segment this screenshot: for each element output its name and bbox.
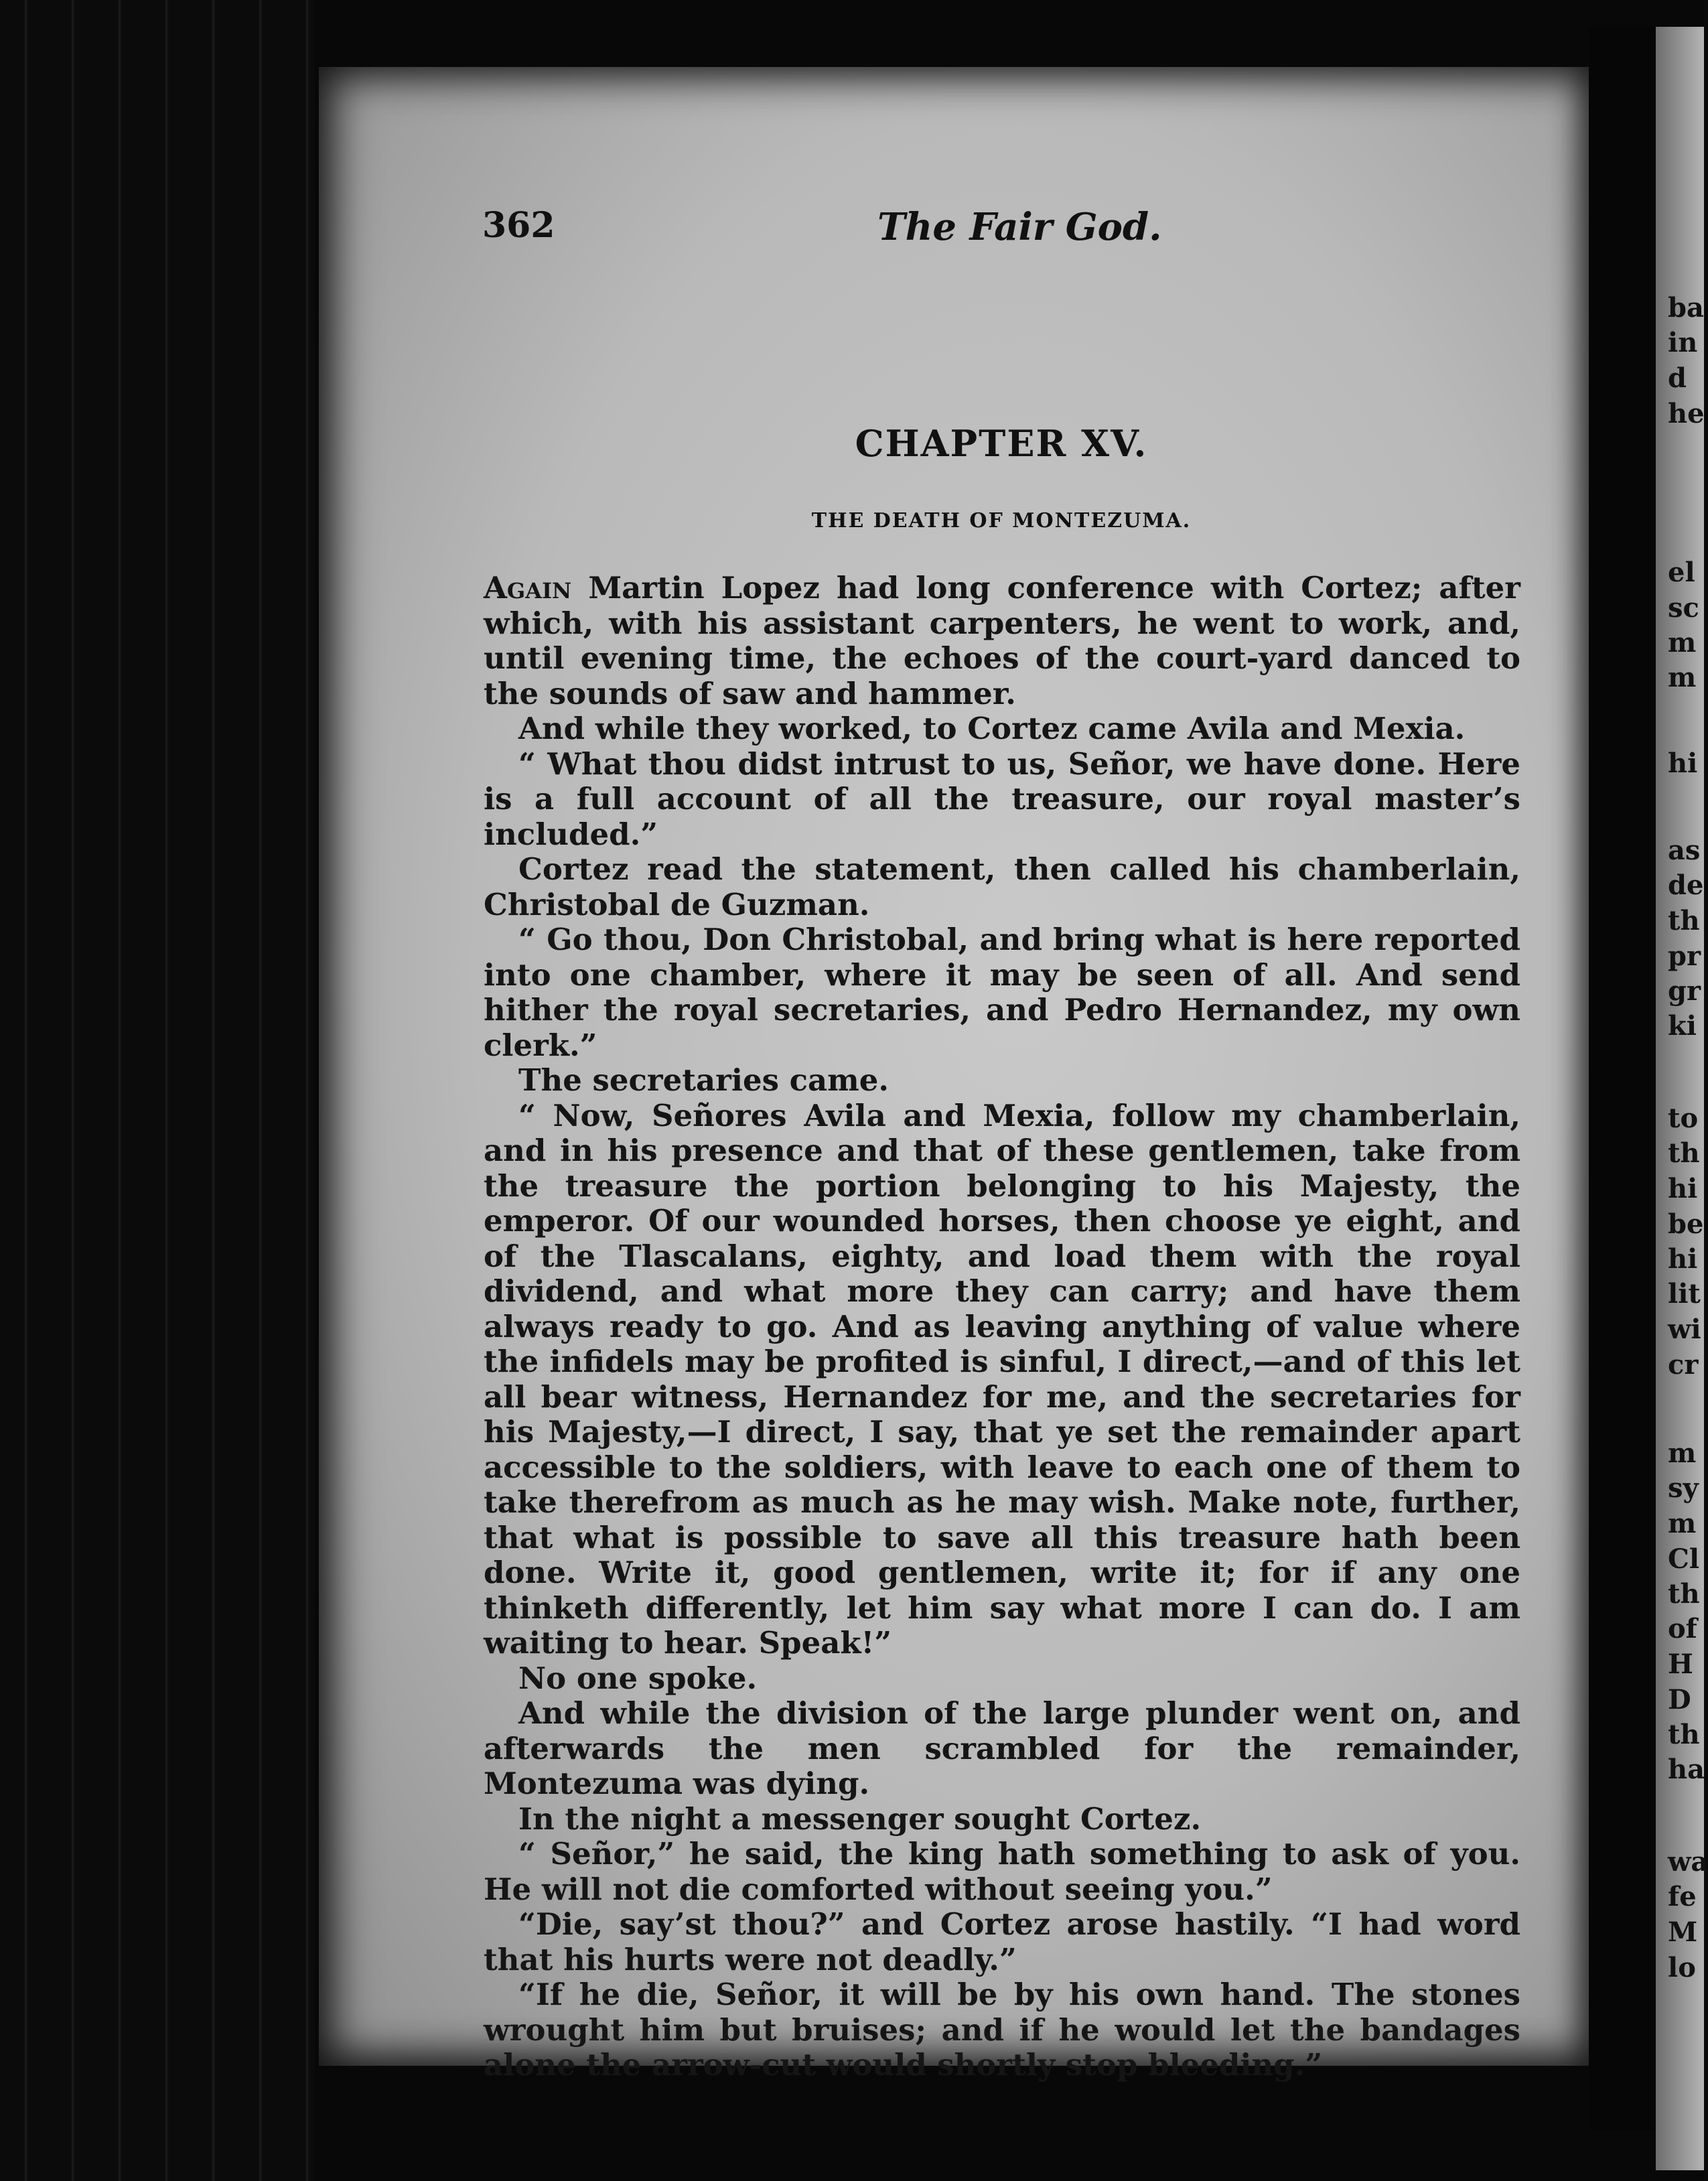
facing-page-fragment: wi (1668, 1314, 1701, 1345)
paragraph: “Die, say’st thou?” and Cortez arose hastily. “I had word that his hurts were not deadly.” (484, 1906, 1520, 1977)
facing-page-fragment: ha (1668, 1754, 1705, 1785)
facing-page-fragment: he (1668, 398, 1705, 429)
facing-page-fragment: th (1668, 1578, 1700, 1610)
paragraph: “ Go thou, Don Christobal, and bring what is here reported into one chamber, where it may be seen of all. And send hither the royal secretaries, and Pedro Hernandez, my own clerk.” (484, 922, 1520, 1063)
facing-page-fragment: fe (1668, 1881, 1697, 1912)
paragraph: The secretaries came. (518, 1062, 889, 1098)
facing-page-fragment: ki (1668, 1010, 1697, 1042)
facing-page-fragment: in (1668, 327, 1698, 358)
paragraph: “ Señor,” he said, the king hath something to ask of you. He will not die comforted without seeing you.” (484, 1836, 1520, 1907)
facing-page-fragment: as (1668, 835, 1701, 866)
facing-page-fragment: m (1668, 627, 1697, 658)
facing-page-fragment: sy (1668, 1472, 1699, 1504)
paragraph: “If he die, Señor, it will be by his own hand. The stones wrought him but bruises; and if he would let the bandages alone the arrow-cut would shortly stop bleeding.” (484, 1977, 1520, 2083)
chapter-title: CHAPTER XV. (855, 422, 1148, 465)
page-number: 362 (482, 205, 555, 246)
facing-page-fragment: m (1668, 1508, 1697, 1539)
paragraph: “ Now, Señores Avila and Mexia, follow my chamberlain, and in his presence and that of these gentlemen, take from the treasure the portion belonging to his Majesty, the emperor. Of our wounded horses, then choose ye eight, and of the Tlascalans, eighty, and load them with the royal dividend, and what more they can carry; and have them always ready to go. And as leaving anything of value where the infidels may be profited is sinful, I direct,—and of this let all bear witness, Hernandez for me, and the secretaries for his Majesty,—I direct, I say, that ye set the remainder apart accessible to the soldiers, with leave to each one of them to take therefrom as much as he may wish. Make note, further, that what is possible to save all this treasure hath been done. Write it, good gentlemen, write it; for if any one thinketh differently, let him say what more I can do. I am waiting to hear. Speak!” (484, 1097, 1520, 1661)
facing-page-fragment: lo (1668, 1952, 1696, 1983)
running-head (482, 205, 1520, 249)
facing-page-fragment: be (1668, 1208, 1704, 1240)
facing-page-fragment: sc (1668, 592, 1699, 624)
paragraph: Cortez read the statement, then called his chamberlain, Christobal de Guzman. (484, 851, 1520, 922)
facing-page-fragment: de (1668, 869, 1704, 901)
facing-page-fragment: hi (1668, 748, 1698, 779)
facing-page-fragment: pr (1668, 940, 1701, 972)
chapter-body (484, 571, 1520, 2083)
facing-page-fragment: lit (1668, 1278, 1701, 1310)
facing-page-fragment: Cl (1668, 1543, 1700, 1575)
book-binding-edge (0, 0, 315, 2181)
facing-page-fragment: gr (1668, 975, 1701, 1007)
page-gutter (1589, 27, 1656, 2130)
facing-page-fragment: to (1668, 1103, 1699, 1134)
facing-page-fragment: th (1668, 905, 1700, 936)
facing-page-fragment: el (1668, 557, 1695, 588)
facing-page-fragment: hi (1668, 1243, 1698, 1275)
facing-page-fragment: cr (1668, 1349, 1699, 1381)
paragraph: “ What thou didst intrust to us, Señor, we have done. Here is a full account of all the treasure, our royal master’s included.” (484, 746, 1520, 852)
chapter-subtitle: THE DEATH OF MONTEZUMA. (811, 509, 1192, 533)
facing-page-fragment: hi (1668, 1173, 1698, 1204)
paragraph: No one spoke. (518, 1660, 758, 1696)
facing-page-fragment: wa (1668, 1846, 1708, 1878)
facing-page-fragment: H (1668, 1648, 1693, 1680)
paragraph: And while they worked, to Cortez came Avila and Mexia. (518, 711, 1466, 746)
facing-page-fragment: th (1668, 1137, 1700, 1169)
paragraph: And while the division of the large plunder went on, and afterwards the men scrambled for the remainder, Montezuma was dying. (484, 1695, 1520, 1801)
facing-page-fragment: m (1668, 1437, 1697, 1469)
book-title: The Fair God. (877, 205, 1162, 249)
facing-page-fragment: M (1668, 1916, 1698, 1948)
facing-page-fragment: th (1668, 1719, 1700, 1750)
facing-page-fragment: ba (1668, 292, 1704, 324)
facing-page-fragment: D (1668, 1684, 1691, 1715)
facing-page-fragment: of (1668, 1613, 1697, 1644)
paragraph (484, 571, 1520, 711)
paragraph-text: Martin Lopez had long conference with Cortez; after which, with his assistant carpenters, he went to work, and, until evening time, the echoes of the court-yard danced to the sounds of saw and hammer. (484, 570, 1520, 711)
facing-page-fragment: d (1668, 362, 1687, 394)
drop-word: Again (484, 570, 572, 606)
facing-page-fragment: m (1668, 662, 1697, 693)
paragraph: In the night a messenger sought Cortez. (518, 1801, 1202, 1837)
facing-page-edge (1656, 27, 1708, 2170)
